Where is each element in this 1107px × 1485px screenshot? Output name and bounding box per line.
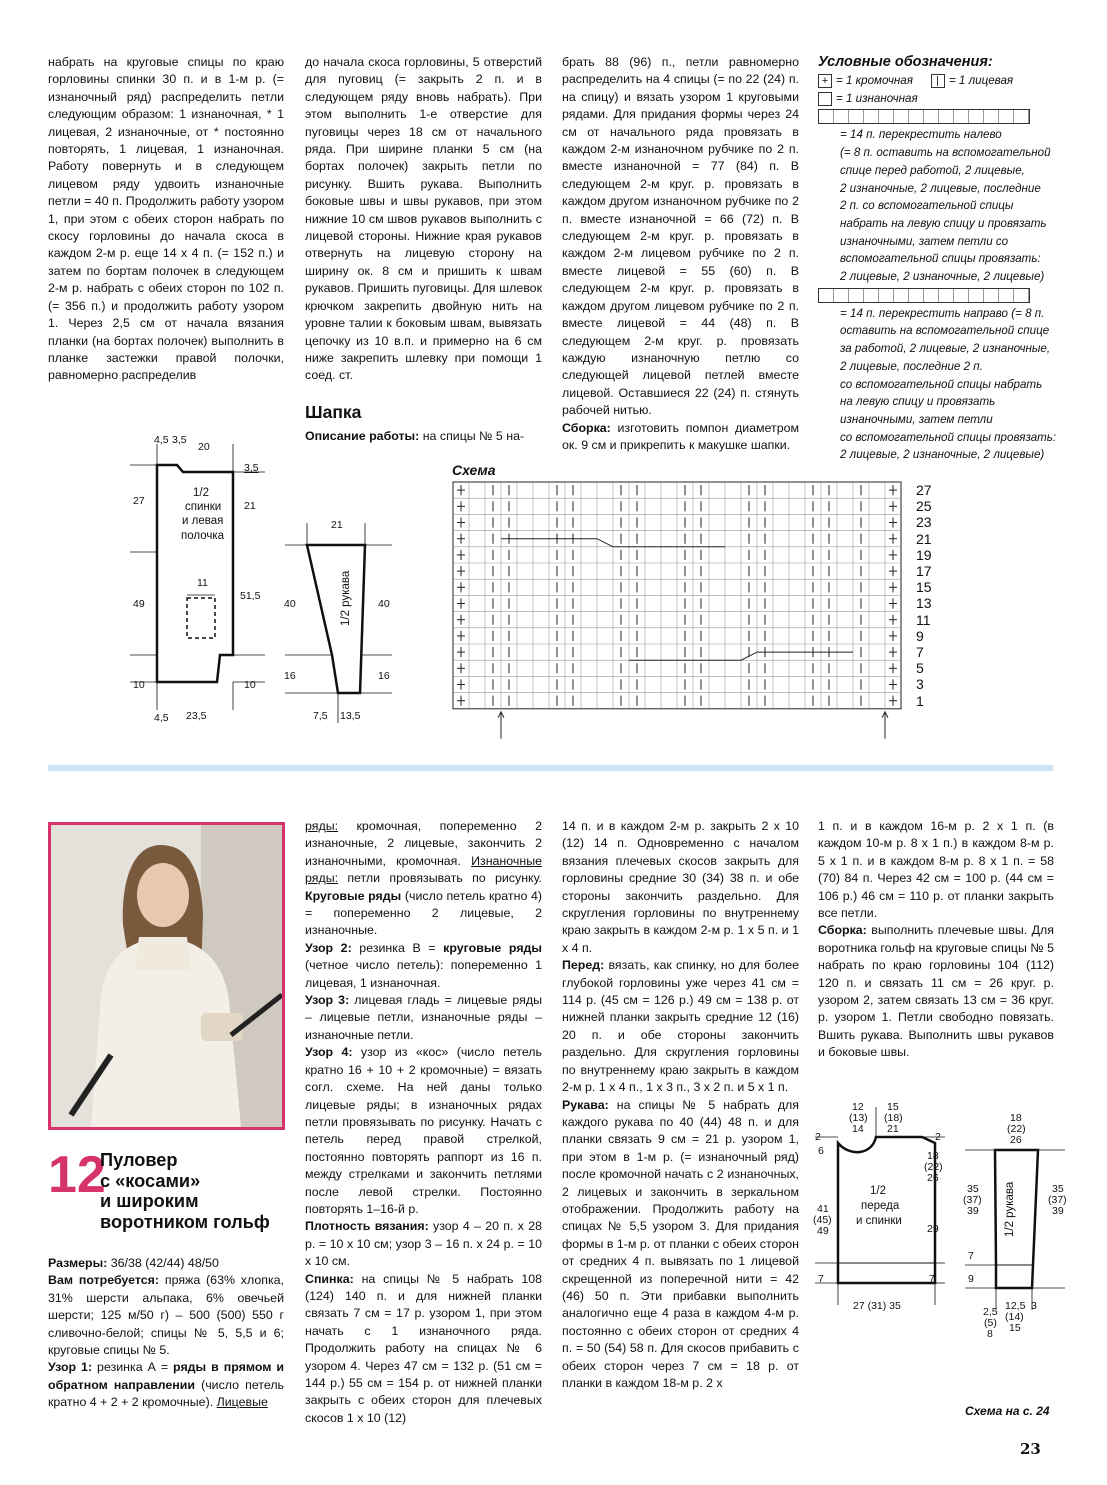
dim-label: 8 xyxy=(987,1328,993,1340)
materials-label: Вам потребуется: xyxy=(48,1273,160,1288)
row-number: 21 xyxy=(916,530,932,547)
diagram-label: 1/2 рукава xyxy=(340,570,352,626)
title-line: и широким xyxy=(100,1191,199,1211)
legend-purl: = 1 изнаночная xyxy=(836,91,918,105)
dim-label: (22) xyxy=(1007,1123,1026,1135)
cross-left-line: спице перед работой, 2 лицевые, xyxy=(840,163,1025,177)
title-line: Пуловер xyxy=(100,1150,178,1170)
text: узор из «кос» (число петель кратно 16 + 10 + 2 кромочные) = вязать согл. схеме. На ней даны только лицевые ряды; в изнаночных рядах петли провязывать по рисунку. Начать с петель перед правой стрелкой, постоянно повторять раппорт из 16 п. между стрелками и закончить петлями после левой стрелки. Постоянно повторять 1–16-й р. xyxy=(305,1045,542,1216)
dim-label: 3,5 xyxy=(172,434,187,446)
dim-label: 16 xyxy=(378,670,390,682)
legend xyxy=(818,52,1058,464)
dim-label: 18 xyxy=(1010,1112,1022,1124)
dim-label: 2 xyxy=(815,1131,821,1143)
cross-left-line: 2 п. со вспомогательной спицы xyxy=(840,199,1014,213)
hat-title: Шапка xyxy=(305,402,362,422)
assembly-label: Сборка: xyxy=(818,923,867,938)
text-column-2-top xyxy=(305,54,542,385)
dim-label: 27 xyxy=(133,495,145,507)
hat-desc xyxy=(305,428,542,445)
dim-label: 21 xyxy=(331,519,343,531)
text-column-2-bottom xyxy=(305,818,542,1427)
dim-label: 23,5 xyxy=(186,710,207,722)
dim-label: 2 xyxy=(935,1131,941,1143)
dim-label: 29 xyxy=(927,1223,939,1235)
paragraph: брать 88 (96) п., петли равномерно распределить на 4 спицы (= по 22 (24) п. на спицу) и вязать узором 1 круговыми рядами. Для придания формы через 24 см от начального ряда провязать в каждом 2-м изнаночном рубчике по 2 п. вместе изнаночной = 77 (84) п. В следующем 2-м круг. р. провязать в каждом другом изнаночном рубчике по 2 п. вместе изнаночной = 66 (72) п. В следующем 2-м круг. р. провязать в каждом 2-м лицевом рубчике по 2 п. вместе лицевой = 55 (60) п. В следующем 2-м круг. р. провязать в каждом другом лицевом рубчике по 2 п. вместе лицевой = 44 (48) п. В следующем 2-м круг. р. провязать каждую изнаночную петлю со следующей лицевой петлей вместе лицевой. Оставшиеся 22 (24) п. стянуть рабочей нитью. xyxy=(562,55,799,418)
text: петли провязывать по рисунку. xyxy=(338,871,542,886)
dim-label: 26 xyxy=(927,1172,939,1184)
dim-label: 10 xyxy=(244,679,256,691)
hat-desc-text: на спицы № 5 на- xyxy=(419,429,525,443)
schema-reference: Схема на с. 24 xyxy=(965,1404,1050,1418)
cross-right-line: = 14 п. перекрестить направо (= 8 п. xyxy=(840,306,1045,320)
row-number: 17 xyxy=(916,563,932,580)
dim-label: 39 xyxy=(967,1205,979,1217)
page-number: 23 xyxy=(1020,1440,1041,1458)
legend-row-purl xyxy=(818,90,1058,108)
dim-label: 40 xyxy=(378,598,390,610)
row-number: 1 xyxy=(916,692,924,709)
cross-left-line: вспомогательной спицы провязать: xyxy=(840,252,1041,266)
dim-label: (18) xyxy=(884,1112,903,1124)
pattern1-underline: Лицевые xyxy=(216,1395,268,1410)
row-number: 11 xyxy=(916,611,931,628)
dim-label: (45) xyxy=(813,1214,832,1226)
dim-label: (5) xyxy=(984,1317,997,1329)
paragraph: 1 п. и в каждом 16-м р. 2 х 1 п. (в каждом 10-м р. 8 х 1 п.) в каждом 8-м р. 5 х 1 п. и в каждом 8-м р. 8 х 1 п. = 58 (70) 84 п. Через 42 см = 100 р. (44 см = 106 р.) 46 см = 110 р. от планки закрыть все петли. xyxy=(818,819,1054,921)
text-column-1-bottom xyxy=(48,1255,284,1412)
dim-label: 26 xyxy=(1010,1134,1022,1146)
diagram-label: переда xyxy=(861,1200,900,1212)
row-number: 7 xyxy=(916,644,924,661)
pattern1-label: Узор 1: xyxy=(48,1360,93,1375)
legend-row-edge xyxy=(818,72,1058,90)
schema-row-numbers xyxy=(916,482,956,709)
bold-text: круговые ряды xyxy=(443,940,542,955)
dim-label: (22) xyxy=(924,1161,943,1173)
u-text: Изнаночные ряды: xyxy=(305,853,542,886)
dim-label: 20 xyxy=(198,441,210,453)
dim-label: 2,5 xyxy=(983,1306,998,1318)
hat-desc-label: Описание работы: xyxy=(305,429,420,443)
row-number: 5 xyxy=(916,660,924,677)
dim-label: 15 xyxy=(887,1101,899,1113)
row-number: 15 xyxy=(916,579,932,596)
cross-left-line: 2 лицевые, 2 изнаночные, 2 лицевые) xyxy=(840,270,1045,284)
text: (число петель кратно 4) = попеременно 2 лицевые, 2 изнаночные. xyxy=(305,888,542,938)
density-label: Плотность вязания: xyxy=(305,1219,429,1234)
text: узор 4 – 20 п. х 28 р. = 10 х 10 см; узор 3 – 16 п. х 24 р. = 10 х 10 см. xyxy=(305,1219,542,1269)
diagram-label: полочка xyxy=(181,530,225,542)
dim-label: 7,5 xyxy=(313,710,328,722)
knitting-schema-grid xyxy=(452,480,922,740)
row-number: 27 xyxy=(916,482,932,498)
dim-label: 7 xyxy=(818,1273,824,1285)
text-column-3-top xyxy=(562,54,799,454)
dim-label: 7 xyxy=(929,1273,935,1285)
dim-label: 3 xyxy=(1031,1300,1037,1312)
cross-right-line: оставить на вспомогательной спице xyxy=(840,324,1050,338)
dim-label: 41 xyxy=(817,1203,829,1215)
sleeves-label: Рукава: xyxy=(562,1097,609,1112)
assembly-label: Сборка: xyxy=(562,420,611,435)
text: лицевая гладь = лицевые ряды – лицевые петли, изнаночные ряды – изнаночные петли. xyxy=(305,993,542,1042)
row-number: 23 xyxy=(916,514,932,531)
text: выполнить плечевые швы. Для воротника гольф на круговые спицы № 5 набрать по краю горловины 104 (112) 120 п. и связать 11 см = 26 круг. р. узором 2, затем связать 13 см = 36 круг. р. узором 1. Петли свободно повязать. Вшить рукава. Выполнить швы рукавов и боковые швы. xyxy=(818,923,1054,1060)
diagram-label: 1/2 xyxy=(870,1185,886,1197)
purl-stitch-icon xyxy=(818,92,832,106)
row-number: 25 xyxy=(916,498,932,515)
cross-right-symbol-icon xyxy=(818,288,1030,303)
cross-right-line: за работой, 2 лицевые, 2 изнаночные, xyxy=(840,342,1051,356)
legend-edge: = 1 кромочная xyxy=(836,74,913,87)
dim-label: 39 xyxy=(1052,1205,1064,1217)
dim-label: (37) xyxy=(1048,1194,1067,1206)
row-number: 9 xyxy=(916,627,924,644)
text: (четное число петель): попеременно 1 лицевая, 1 изнаночная. xyxy=(305,958,542,990)
dim-label: (14) xyxy=(1005,1311,1024,1323)
text-column-3-bottom xyxy=(562,818,799,1392)
cross-right-line: со вспомогательной спицы набрать xyxy=(840,377,1043,391)
dim-label: 12 xyxy=(852,1101,864,1113)
cross-left-symbol-icon xyxy=(818,109,1030,124)
diagram-label: спинки xyxy=(185,501,222,513)
back-label: Спинка: xyxy=(305,1271,354,1286)
legend-title: Условные обозначения: xyxy=(818,54,993,70)
diagram-label: и спинки xyxy=(856,1215,902,1227)
row-number: 13 xyxy=(916,595,932,612)
pattern2-label: Узор 2: xyxy=(305,940,352,955)
pattern3-label: Узор 3: xyxy=(305,993,350,1008)
text: на спицы № 5 набрать для каждого рукава по 40 (44) 48 п. и для планки связать 9 см = 21 р. узором 1, при этом в 1-м р. (= изнаночный ряд) после кромочной начать с 2 изнаночных, 2 лицевых и закончить в зеркальном отображении. Продолжить работу на спицах № 5,5 узором 3. Для придания формы в 1-м р. от планки с обеих сторон от средних 4 п. вывязать по 1 лицевой скрещенной из поперечной нити = 42 (46) 50 п. Эти прибавки выполнить аналогично еще 4 раза в каждом 4-м р. постоянно с обеих сторон от средних 4 п. = 50 (54) 58 п. Для скосов прибавить с обеих сторон через 7 см = 18 р. от планки в каждом 18-м р. 2 х xyxy=(562,1097,800,1390)
title-line: с «косами» xyxy=(100,1170,201,1191)
dim-label: 12,5 xyxy=(1005,1300,1026,1312)
title-line: воротником гольф xyxy=(100,1211,270,1232)
text: резинка В = xyxy=(351,940,444,955)
product-title xyxy=(100,1150,290,1232)
dim-label: 11 xyxy=(197,577,208,589)
dim-label: 49 xyxy=(817,1225,829,1237)
paragraph: до начала скоса горловины, 5 отверстий для пуговиц (= закрыть 2 п. и в следующем ряду вновь набрать). При этом выполнить 1-е отверстие для пуговицы через 18 см от начального ряда. При ширине планки 5 см (на бортах полочек) закрыть петли по рисунку. Вшить рукава. Выполнить боковые швы и швы рукавов, при этом нижние 10 см швов рукавов выполнить с лицевой стороны. Нижние края рукавов отвернуть на лицевую сторону на ширину ок. 8 см и пришить к швам рукавов. Пришить пуговицы. Для шлевок крючком закрепить двойную нить на уровне талии к боковым швам, вывязать цепочку из 10 в.п. и примерно на 6 см ниже закрепить шлевку при помощи 1 соед. ст. xyxy=(305,55,542,383)
paragraph: набрать на круговые спицы по краю горловины спинки 30 п. и в 1-м р. (= изнаночный ряд) распределить петли следующим образом: 1 изнаночная, * 1 лицевая, 2 изнаночные, от * постоянно повторять, 1 лицевая, 1 изнаночная. Работу повернуть и в следующем лицевом ряду удвоить изнаночные петли = 40 п. Продолжить работу узором 1, при этом с обеих сторон набрать по скосу горловины до начала скоса в каждом 2-м р. еще 14 х 4 п. (= 152 п.) и затем по бортам полочек в следующем 2-м р. набрать с обеих сторон по 102 п. (= 356 п.) и продолжить работу узором 1. Через 2,5 см от начала вязания планки (на бортах полочек) выполнить в планке застежки правой полочки, равномерно распределив xyxy=(48,55,284,383)
dim-label: 13,5 xyxy=(340,710,361,722)
paragraph: 14 п. и в каждом 2-м р. закрыть 2 х 10 (12) 14 п. Одновременно с началом вязания плечевых скосов закрыть для горловины средние 30 (34) 38 п. и обе стороны закончить раздельно. Для скругления горловины по внутреннему краю закрыть в каждом 2-м р. 1 х 5 п. и 1 х 4 п. xyxy=(562,819,799,955)
cross-left-line: 2 изнаночные, 2 лицевые, последние xyxy=(840,181,1041,195)
text-column-1-top xyxy=(48,54,284,385)
dim-label: 35 xyxy=(967,1183,979,1195)
front-label: Перед: xyxy=(562,958,605,973)
cross-right-line: 2 лицевые, 2 изнаночные, 2 лицевые) xyxy=(840,448,1045,462)
dim-label: 14 xyxy=(852,1123,864,1135)
dim-label: 4,5 xyxy=(154,434,169,446)
diagram-label: 1/2 рукава xyxy=(1004,1181,1016,1237)
text: вязать, как спинку, но для более глубокой горловины уже через 41 см = 114 р. (45 см = 126 р.) 49 см = 138 р. от нижней планки закрыть средние 12 (16) 20 п. и обе стороны закончить раздельно. Для скругления горловины по внутреннему краю закрыть в каждом 2-м р. 1 х 4 п., 1 х 3 п., 3 х 2 п. и 5 х 1 п. xyxy=(562,958,799,1095)
edge-stitch-icon: + xyxy=(818,74,832,88)
diagram-label: 1/2 xyxy=(193,487,209,499)
sizes-label: Размеры: xyxy=(48,1256,108,1270)
dim-label: 35 xyxy=(1052,1183,1064,1195)
dim-label: 15 xyxy=(1009,1322,1021,1334)
knit-stitch-icon xyxy=(931,74,945,88)
dim-label: 27 (31) 35 xyxy=(853,1300,901,1312)
section-separator xyxy=(48,765,1053,771)
cross-left-line: (= 8 п. оставить на вспомогательной xyxy=(840,146,1051,160)
row-number: 19 xyxy=(916,546,932,563)
dim-label: 7 xyxy=(968,1250,974,1262)
dim-label: 21 xyxy=(887,1123,899,1135)
dim-label: (13) xyxy=(849,1112,868,1124)
cross-right-line: 2 лицевые, последние 2 п. xyxy=(840,359,983,373)
cross-right-line: на левую спицу и провязать xyxy=(840,395,996,409)
dim-label: 49 xyxy=(133,598,145,610)
pattern1-text: резинка А = xyxy=(92,1360,174,1375)
dim-label: 16 xyxy=(284,670,296,682)
cross-right-line: со вспомогательной спицы провязать: xyxy=(840,430,1057,444)
dim-label: 51,5 xyxy=(240,590,261,602)
product-photo xyxy=(48,822,285,1130)
legend-knit: = 1 лицевая xyxy=(948,74,1014,87)
sizes-value: 36/38 (42/44) 48/50 xyxy=(107,1256,219,1270)
pattern1-bold: ряды в прямом и обратном направлении xyxy=(48,1360,284,1392)
product-number: 12 xyxy=(48,1146,106,1204)
dim-label: 40 xyxy=(284,598,296,610)
dim-label: 10 xyxy=(133,679,145,691)
pattern4-label: Узор 4: xyxy=(305,1045,353,1060)
pattern1-text: (число петель кратно 4 + 2 + 2 кромочные). xyxy=(48,1377,284,1410)
cross-left-line: изнаночными, затем петли со xyxy=(840,234,1009,248)
dim-label: 9 xyxy=(968,1273,974,1285)
row-number: 3 xyxy=(916,676,924,693)
dim-label: 21 xyxy=(244,500,256,512)
text: на спицы № 5 набрать 108 (124) 140 п. и для нижней планки связать 7 см = 17 р. узором 1, при этом начать с 1 изнаночного ряда. Продолжить работу на спицах № 6 узором 4. Через 47 см = 132 р. (51 см = 144 р.) 55 см = 154 р. от нижней планки закрыть с обеих сторон для плечевых скосов 1 х 10 (12) xyxy=(305,1271,542,1425)
cross-left-line: набрать на левую спицу и провязать xyxy=(840,216,1047,230)
dim-label: (37) xyxy=(963,1194,982,1206)
dim-label: 3,5 xyxy=(244,462,259,474)
bold-text: Круговые ряды xyxy=(305,888,402,903)
dim-label: 4,5 xyxy=(154,712,169,724)
text: кромочная, попеременно 2 изнаночные, 2 лицевые, закончить 2 изнаночными, кромочная. xyxy=(305,819,542,868)
cross-left-line: = 14 п. перекрестить налево xyxy=(840,128,1002,142)
assembly-text: изготовить помпон диаметром ок. 9 см и прикрепить к макушке шапки. xyxy=(562,420,799,452)
dim-label: 6 xyxy=(818,1145,824,1157)
dim-label: 18 xyxy=(927,1150,939,1162)
diagram-label: и левая xyxy=(182,515,224,527)
cross-right-line: изнаночными, затем петли xyxy=(840,412,993,426)
materials-text: пряжа (63% хлопка, 31% шерсти альпака, 6% овечьей шерсти; 125 м/50 г) – 500 (500) 550 г сливочно-белой; спицы № 5, 5,5 и 6; круговые спицы № 5. xyxy=(48,1273,285,1358)
text-column-4-bottom xyxy=(818,818,1054,1062)
schema-title: Схема xyxy=(452,462,496,478)
u-text: ряды: xyxy=(305,819,339,833)
model-photo-illustration xyxy=(51,825,282,1127)
